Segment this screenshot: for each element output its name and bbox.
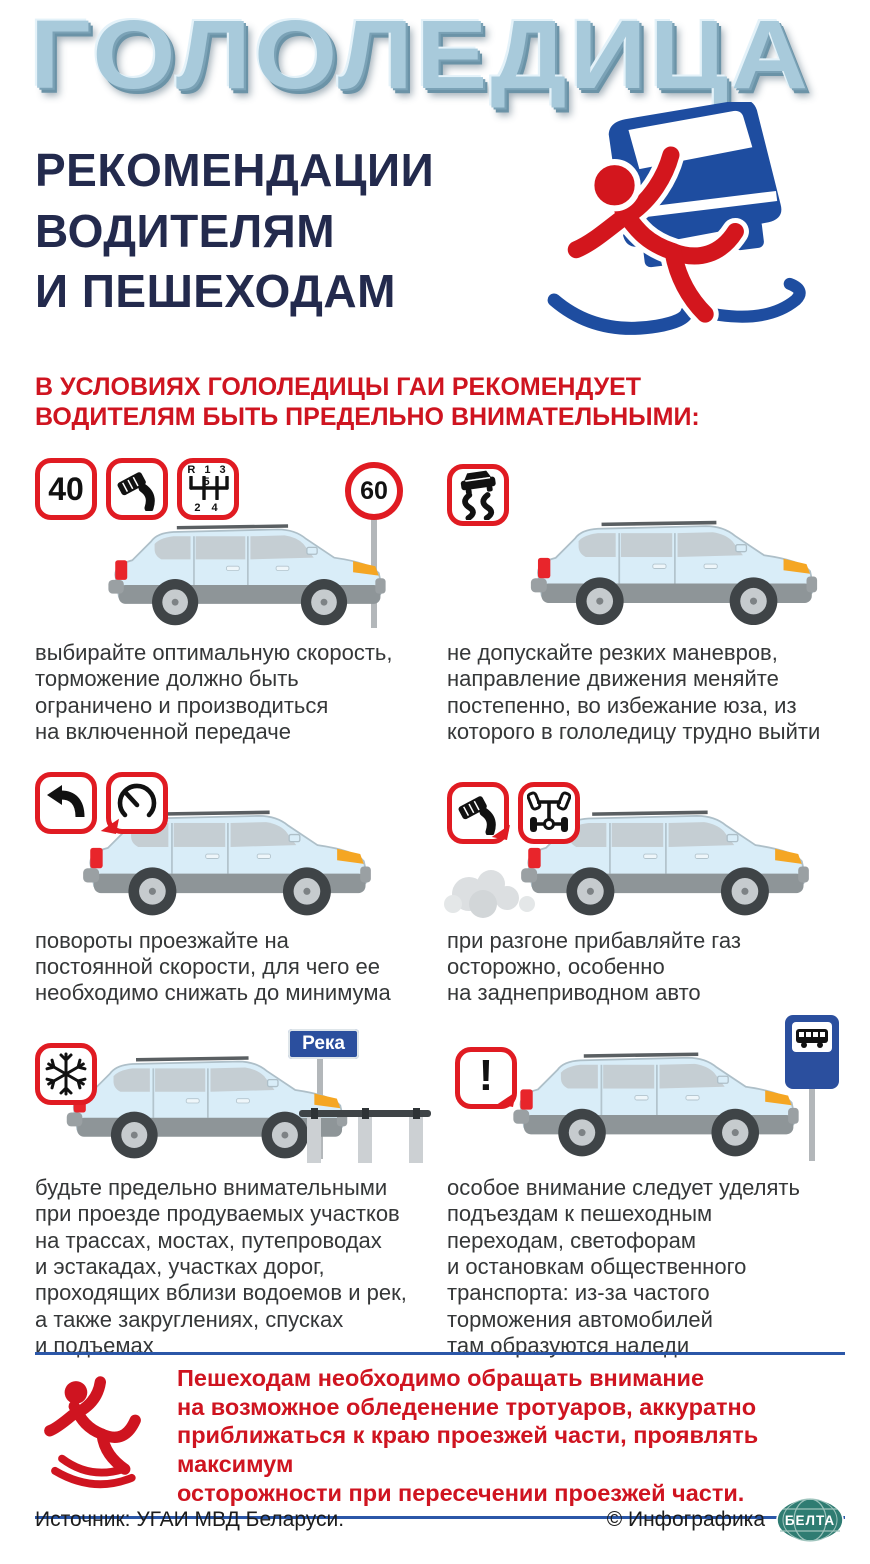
advice-caption: выбирайте оптимальную скорость, торможение должно быть ограничено и производиться на включенной передаче (35, 640, 393, 745)
speed-limit-60-sign (345, 462, 403, 520)
brake-pedal-icon (115, 467, 159, 511)
advice-panel-speed (35, 458, 441, 746)
gas-pedal-icon (456, 791, 500, 835)
advice-panel-turns (35, 772, 441, 1007)
belta-logo (775, 1497, 845, 1543)
pedestrian-note-box (35, 1352, 845, 1519)
car-illustration (497, 1041, 815, 1159)
speed-limit-40-sign (35, 458, 97, 520)
gearshift-sign (177, 458, 239, 520)
pedestrian-note-text: Пешеходам необходимо обращать внимание на возможное обледенение тротуаров, аккуратно приближаться к краю проезжей части, проявлять максимум осторожности при пересечении проезжей части. (177, 1365, 759, 1506)
exclamation-label: ! (478, 1050, 494, 1100)
car-illustration (93, 513, 401, 628)
advice-caption: не допускайте резких маневров, направление движения меняйте постепенно, во избежание юза, из которого в гололедицу трудно выйти (447, 640, 821, 745)
advice-grid (35, 458, 847, 1359)
gas-pedal-sign (447, 782, 509, 844)
car-illustration (515, 509, 833, 628)
bus-icon (795, 1025, 829, 1049)
speedometer-icon (116, 782, 158, 824)
advice-caption: будьте предельно внимательными при проезде продуваемых участков на трассах, мостах, путепроводах и эстакадах, участках дорог, проходящих вблизи водоемов и рек, а также закруглениях, спусках и подъемах (35, 1174, 407, 1359)
skid-mark (554, 300, 687, 328)
slipping-pedestrian-icon (37, 1375, 155, 1497)
bridge-railing (299, 1101, 431, 1163)
axle-sign (518, 782, 580, 844)
advice-panel-no-maneuvers (441, 458, 847, 746)
advice-caption: при разгоне прибавляйте газ осторожно, особенно на заднеприводном авто (447, 927, 741, 1006)
page-title: ГОЛОЛЕДИЦА (30, 0, 812, 109)
river-sign (288, 1029, 359, 1059)
river-sign-label: Река (302, 1032, 345, 1054)
rear-axle-icon (527, 791, 571, 835)
credit (607, 1497, 845, 1543)
advice-panel-crosswalks (441, 1029, 847, 1360)
advice-panel-acceleration (441, 772, 847, 1007)
slippery-road-icon (455, 470, 501, 520)
snowflake-sign (35, 1043, 97, 1105)
speed-limit-40-label: 40 (48, 470, 84, 507)
gearshift-bottom-label: 2 4 (194, 502, 222, 514)
bus-stop-sign (785, 1015, 839, 1089)
speed-limit-60-label: 60 (360, 476, 388, 505)
advice-caption: особое внимание следует уделять подъездам к пешеходным переходам, светофорам и остановкам общественного транспорта: из-за частого торможения автомобилей там образуются наледи (447, 1174, 800, 1359)
footer (35, 1497, 845, 1543)
slippery-road-sign (447, 464, 509, 526)
gearshift-top-label: R 1 3 5 (187, 464, 229, 488)
advice-panel-bridges (35, 1029, 441, 1360)
left-turn-sign (35, 772, 97, 834)
left-turn-arrow-icon (45, 782, 87, 824)
speedometer-sign (106, 772, 168, 834)
gearshift-icon (184, 464, 232, 514)
source-text: Источник: УГАИ МВД Беларуси. (35, 1508, 345, 1531)
credit-text: © Инфографика (606, 1508, 765, 1531)
brake-pedal-sign (106, 458, 168, 520)
advice-caption: повороты проезжайте на постоянной скорости, для чего ее необходимо снижать до минимума (35, 927, 391, 1006)
subtitle: РЕКОМЕНДАЦИИ ВОДИТЕЛЯМ И ПЕШЕХОДАМ (35, 144, 435, 318)
section-heading: В УСЛОВИЯХ ГОЛОЛЕДИЦЫ ГАИ РЕКОМЕНДУЕТ ВОДИТЕЛЯМ БЫТЬ ПРЕДЕЛЬНО ВНИМАТЕЛЬНЫМИ: (35, 373, 700, 431)
warning-exclamation-sign (455, 1047, 517, 1109)
slipping-pedestrian-car-icon (536, 102, 828, 350)
belta-logo-label: БЕЛТА (784, 1513, 836, 1528)
snowflake-icon (43, 1051, 89, 1097)
